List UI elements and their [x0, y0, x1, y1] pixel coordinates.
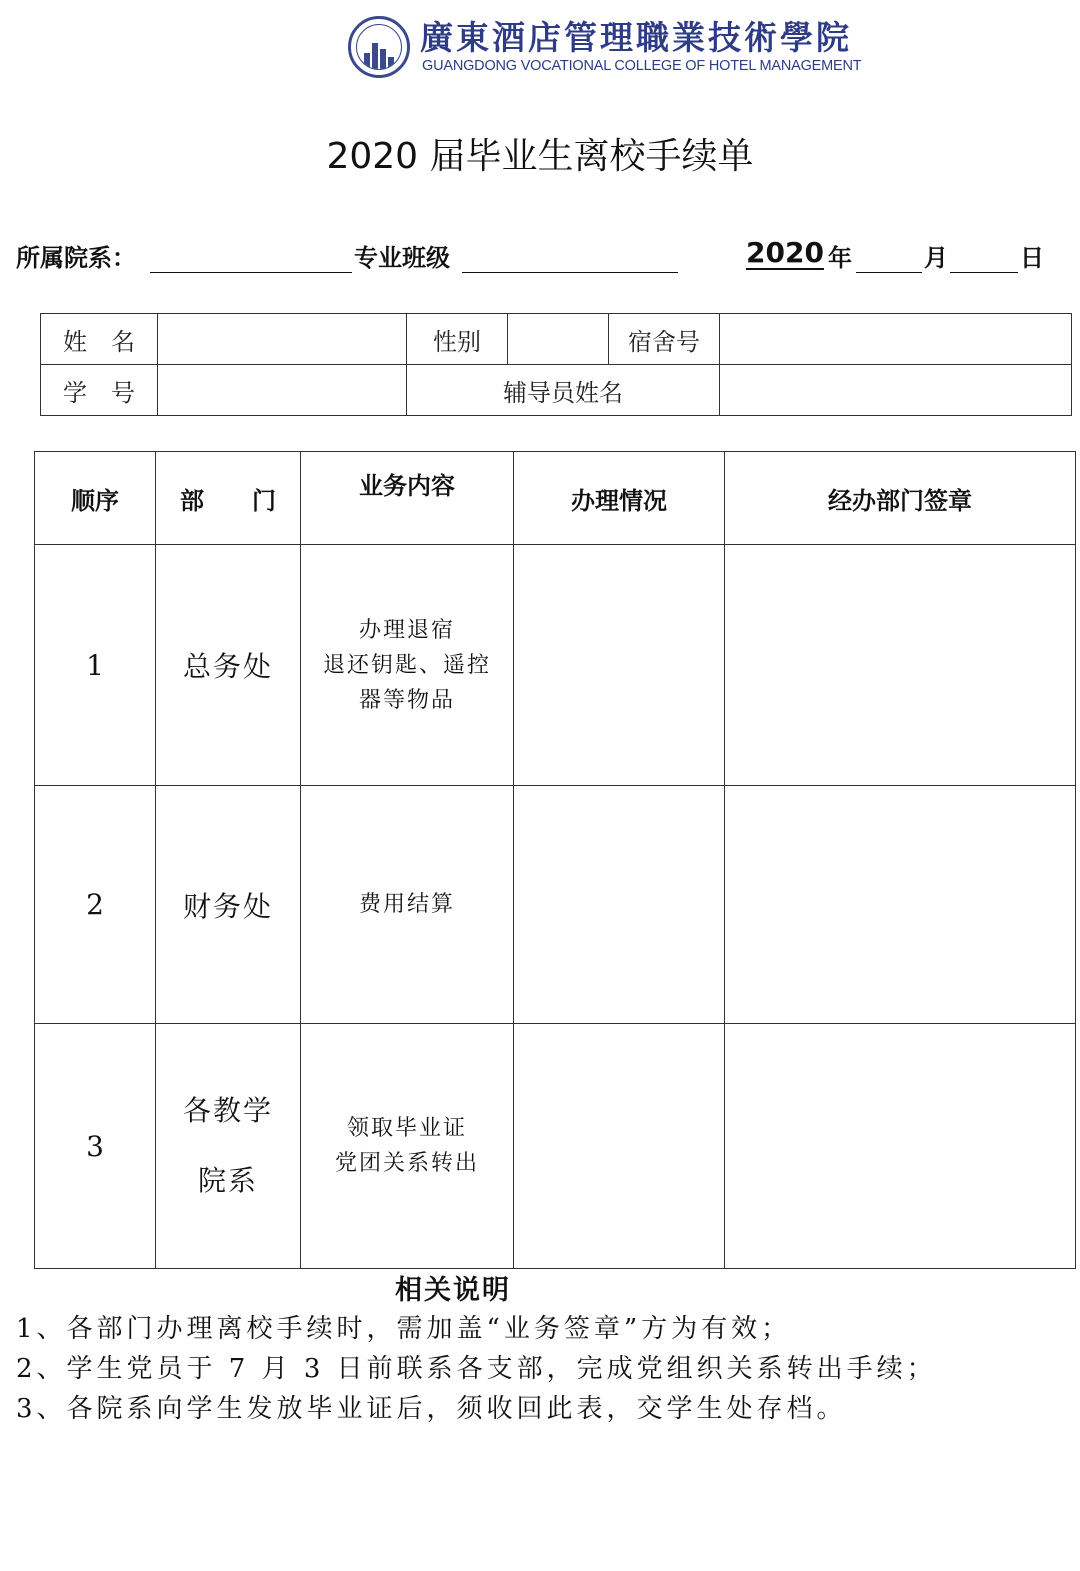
row-signature-cell[interactable]	[725, 1024, 1076, 1269]
table-row	[35, 545, 1076, 786]
college-emblem-icon	[348, 16, 410, 78]
department-field[interactable]	[150, 240, 352, 273]
task-line: 退还钥匙、遥控	[322, 652, 491, 678]
row-signature-cell[interactable]	[725, 545, 1076, 786]
gender-field[interactable]	[508, 314, 609, 365]
name-label: 姓 名	[41, 314, 158, 365]
row-department: 总务处	[156, 545, 301, 786]
row-order: 3	[35, 1024, 156, 1269]
row-department	[156, 1024, 301, 1269]
task-line: 办理退宿	[358, 617, 455, 643]
dorm-label: 宿舍号	[609, 314, 720, 365]
dept-line: 院系	[197, 1164, 258, 1197]
college-logo	[348, 14, 862, 78]
dept-line: 各教学	[182, 1094, 273, 1127]
month-label: 月	[924, 244, 948, 272]
task-line: 党团关系转出	[334, 1151, 479, 1176]
class-label: 专业班级	[354, 244, 450, 272]
header-department: 部 门	[156, 452, 301, 545]
note-item: 2、学生党员于 7 月 3 日前联系各支部，完成党组织关系转出手续；	[16, 1354, 937, 1384]
student-info-table	[40, 313, 1072, 416]
class-field[interactable]	[462, 240, 678, 273]
year-label: 年	[828, 244, 852, 272]
gender-label: 性别	[407, 314, 508, 365]
note-item: 1、各部门办理离校手续时，需加盖“业务签章”方为有效；	[16, 1314, 792, 1344]
row-order: 2	[35, 786, 156, 1024]
header-order: 顺序	[35, 452, 156, 545]
row-task	[301, 786, 514, 1024]
day-field[interactable]	[950, 240, 1018, 273]
student-id-field[interactable]	[158, 365, 407, 416]
row-status-cell[interactable]	[514, 1024, 725, 1269]
student-id-label: 学 号	[41, 365, 158, 416]
table-row	[35, 1024, 1076, 1269]
procedures-table	[34, 451, 1076, 1269]
task-line: 器等物品	[358, 687, 455, 713]
document-title: 2020 届毕业生离校手续单	[326, 136, 754, 177]
table-row	[35, 786, 1076, 1024]
college-name-en: GUANGDONG VOCATIONAL COLLEGE OF HOTEL MANAGEMENT	[422, 58, 862, 74]
note-item: 3、各院系向学生发放毕业证后，须收回此表，交学生处存档。	[16, 1394, 847, 1424]
department-label: 所属院系：	[16, 244, 136, 272]
notes-title: 相关说明	[395, 1275, 511, 1306]
day-label: 日	[1020, 244, 1044, 272]
counselor-label: 辅导员姓名	[407, 365, 720, 416]
row-department: 财务处	[156, 786, 301, 1024]
year-value: 2020	[746, 236, 824, 269]
dorm-field[interactable]	[720, 314, 1072, 365]
counselor-field[interactable]	[720, 365, 1072, 416]
task-line: 领取毕业证	[346, 1116, 467, 1141]
header-signature: 经办部门签章	[725, 452, 1076, 545]
row-order: 1	[35, 545, 156, 786]
row-status-cell[interactable]	[514, 545, 725, 786]
name-field[interactable]	[158, 314, 407, 365]
task-line: 费用结算	[358, 892, 455, 917]
row-signature-cell[interactable]	[725, 786, 1076, 1024]
row-status-cell[interactable]	[514, 786, 725, 1024]
month-field[interactable]	[856, 240, 922, 273]
header-status: 办理情况	[514, 452, 725, 545]
row-task	[301, 545, 514, 786]
header-task: 业务内容	[301, 452, 514, 545]
row-task	[301, 1024, 514, 1269]
college-name-cn: 廣東酒店管理職業技術學院	[420, 18, 852, 57]
